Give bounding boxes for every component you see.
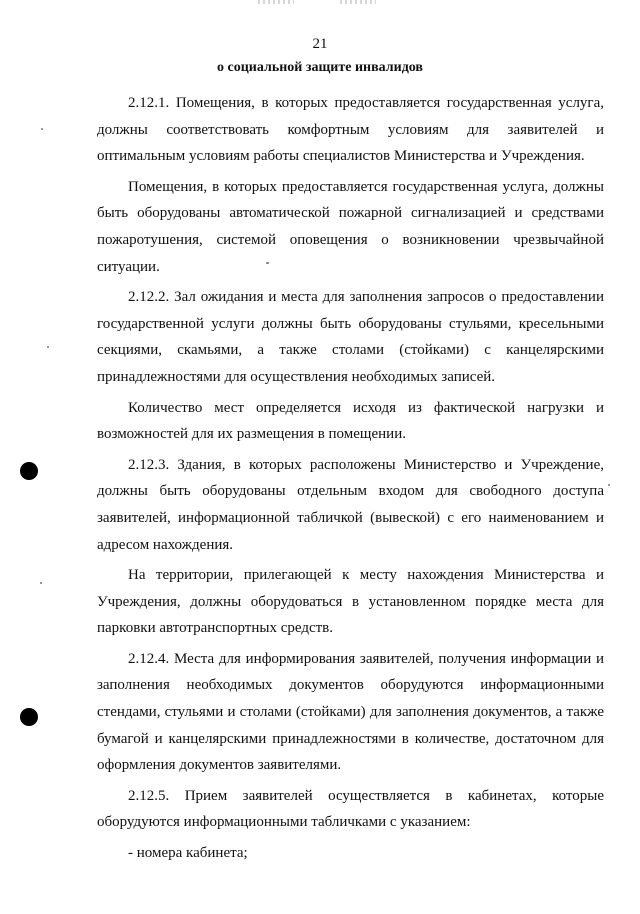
paragraph-seat-count: Количество мест определяется исходя из фактической нагрузки и возможностей для их размещения в помещении.	[97, 399, 604, 443]
paragraph-fire-safety: Помещения, в которых предоставляется государственная услуга, должны быть оборудованы автоматической пожарной сигнализацией и средствами пожаротушения, системой оповещения о возникновении чрезвычайной ситуации.	[97, 178, 604, 275]
paragraph-parking: На территории, прилегающей к месту нахождения Министерства и Учреждения, должны оборудоваться в установленном порядке места для парковки автотранспортных средств.	[97, 567, 604, 637]
scan-speck	[41, 128, 43, 130]
punch-hole	[20, 462, 38, 480]
paragraph-2-12-5: 2.12.5. Прием заявителей осуществляется в кабинетах, которые оборудуются информационными табличками с указанием:	[97, 787, 604, 831]
page-number: 21	[312, 36, 328, 52]
scan-speck	[47, 346, 49, 348]
document-body	[97, 90, 604, 871]
running-header: о социальной защите инвалидов	[217, 60, 423, 75]
scan-artifact	[258, 0, 294, 4]
scan-speck	[608, 484, 610, 486]
paragraph-2-12-2: 2.12.2. Зал ожидания и места для заполнения запросов о предоставлении государственной услуги должны быть оборудованы стульями, кресельными секциями, скамьями, а также столами (стойками) с канцелярскими принадлежностями для осуществления необходимых записей.	[97, 289, 604, 385]
paragraph-2-12-4: 2.12.4. Места для информирования заявителей, получения информации и заполнения необходимых документов оборудуются информационными стендами, стульями и столами (стойками) для заполнения документов, а также бумагой и канцелярскими принадлежностями в количестве, достаточном для оформления документов заявителями.	[97, 650, 604, 774]
paragraph-2-12-3: 2.12.3. Здания, в которых расположены Министерство и Учреждение, должны быть оборудованы отдельным входом для свободного доступа заявителей, информационной табличкой (вывеской) с его наименованием и адресом нахождения.	[97, 456, 604, 553]
scan-artifact	[340, 0, 376, 4]
punch-hole	[20, 708, 38, 726]
scan-speck	[266, 262, 269, 264]
list-item-room-number: - номера кабинета;	[128, 845, 248, 862]
paragraph-2-12-1: 2.12.1. Помещения, в которых предоставляется государственная услуга, должны соответствовать комфортным условиям для заявителей и оптимальным условиям работы специалистов Министерства и Учреждения.	[97, 95, 604, 165]
scan-speck	[40, 582, 42, 584]
